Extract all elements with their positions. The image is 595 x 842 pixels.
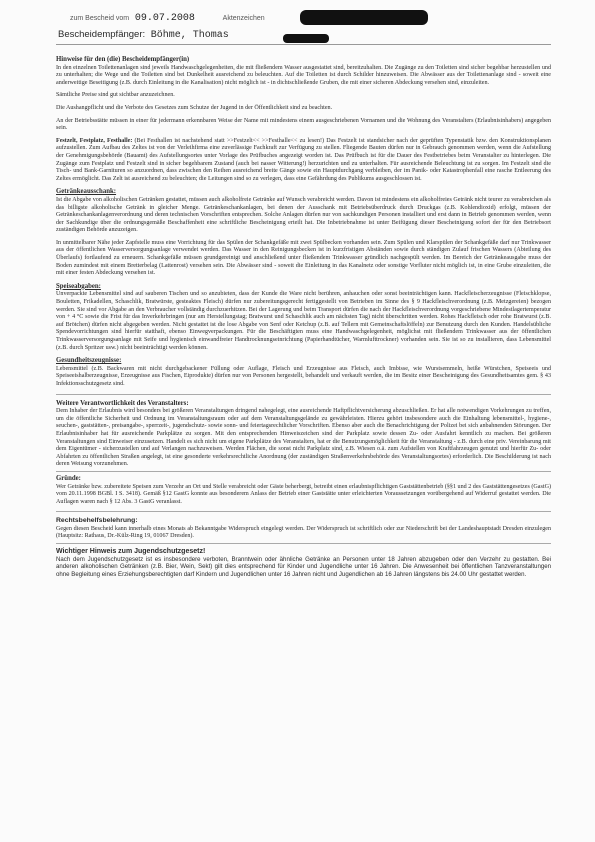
festzelt-section [56,138,551,184]
aktenzeichen-label: Aktenzeichen [222,15,265,22]
document-body [56,53,551,583]
getraenke-paragraph: In unmittelbarer Nähe jeder Zapfstelle muss eine Vorrichtung für das Spülen der Schankgefäße mit zwei Spülbecken vorhanden sein. Zum Spülen und Klarspülen der Schankgefäße darf nur Trinkwasser aus der öffentlichen Wasserversorgungsanlage verwendet werden. Das Wasser in den Reinigungsbecken ist in kurzfristigen Abständen sowie durch ständigen Zulauf frischen Wassers (Abteilung des Überlaufs) fortlaufend zu erneuern. Schankgefäße müssen grundgereinigt und anschließend unter fließendem Trinkwasser gründlich nachgespült werden. Im Bereich der Getränkeausgabe muss der Boden zumindest mit einem Bretterbelag (Lattenrost) versehen sein. Die Abwässer sind - soweit die Einleitung in das Kanalnetz oder sonstige Vorfluter nicht möglich ist, in eine Grube einzuleiten, die mit einer festen Abdeckung versehen ist. [56,239,551,277]
intro-paragraph: Die Aushangpflicht und die Verbote des Gesetzes zum Schutze der Jugend in der Öffentlichkeit sind zu beachten. [56,104,333,111]
recipient-name: Böhme, Thomas [150,30,229,41]
jugendschutz-paragraph: Nach dem Jugendschutzgesetz ist es insbesondere verboten, Branntwein oder ähnliche Getränke an Personen unter 18 Jahren abzugeben oder den Verzehr zu gestatten. Bei anderen alkoholischen Getränken (z.B. Bier, Wein, Sekt) gilt dies entsprechend für Kinder und Jugendliche unter 16 Jahren. Die Anwesenheit bei öffentlichen Tanzveranstaltungen ohne Begleitung eines Erziehungsberechtigten darf Kindern und Jugendlichen unter 16 Jahren nicht und Jugendlichen ab 16 Jahren längstens bis 24.00 Uhr gestattet werden. [56,555,551,578]
recipient-label: Bescheidempfänger: [58,29,146,40]
intro-paragraph: An der Betriebsstätte müssen in einer für jedermann erkennbaren Weise der Name mit mindestens einem ausgeschriebenen Vornamen und die Wohnung des Veranstalters (Erlaubnisinhabers) angegeben sein. [56,117,551,132]
gruende-paragraph: Wer Getränke bzw. zubereitete Speisen zum Verzehr an Ort und Stelle verabreicht oder Gäste beherbergt, betreibt einen erlaubnispflichtigen Gaststättenbetrieb (§§1 und 2 des Gaststättengesetzes (GastG) vom 20.11.1998 BGBl. I S. 3418). Gemäß §12 GastG konnte aus besonderem Anlass der Betrieb einer Gaststätte unter erleichterten Voraussetzungen vorübergehend auf Widerruf gestattet werden. Die Auflagen waren nach § 12 Abs. 3 GastG veranlasst. [56,483,551,505]
getraenke-paragraph: Ist die Abgabe von alkoholischen Getränken gestattet, müssen auch alkoholfreie Getränke auf Wunsch verabreicht werden. Davon ist mindestens ein alkoholfreies Getränk nicht teurer zu verabreichen als das billigste alkoholische Getränk in gleicher Menge. Getränkeschankanlagen, bei denen der Ausschank mit Betriebsüberdruck durch Druckgas (z.B. Kohlendioxid) erfolgt, müssen der Getränkeschankanlagenverordnung und deren technischen Vorschriften entsprechen. Solche Anlagen dürfen nur von sachkundigen Personen installiert und erst dann in Betrieb genommen werden, wenn der Sachkundige über die ordnungsgemäße Beschaffenheit eine schriftliche Bescheinigung erteilt hat. Die Inbetriebnahme ist unter Beifügung dieser Bescheinigung sofort der für den Betriebsort zuständigen Behörde anzuzeigen. [56,196,551,234]
verantwortlichkeit-paragraph: Dem Inhaber der Erlaubnis wird besonders bei größeren Veranstaltungen dringend nahegelegt, eine ausreichende Haftpflichtversicherung abzuschließen. Er hat alle notwendigen Vorkehrungen zu treffen, um die öffentliche Sicherheit und Ordnung im Veranstaltungsraum oder auf dem Veranstaltungsgelände zu gewährleisten. Hierzu gehört insbesondere auch die Einhaltung lebensmittel-, hygiene-, seuchen-, gaststätten-, preisangabe-, sperrzeit-, jugendschutz- sowie sonn- und feiertagsrechtlicher Vorschriften. Ebenso aber auch die Benachrichtigung der Polizei bei sich anbahnenden Störungen. Der Erlaubnisinhaber hat für ausreichende Parkplätze zu sorgen. Mit den entsprechenden Hinweiszeichen sind der Parkplatz sowie dessen Zu- oder Ausfahrt kenntlich zu machen. Bei größeren Veranstaltungen sind Einweiser einzusetzen. Handelt es sich nicht um eigene Parkplätze des Veranstalters, hat er die Benutzungsmöglichkeit für die Veranstaltung - z.B. durch eine priv. Vereinbarung mit dem Eigentümer - sicherzustellen und auf Verlangen nachzuweisen. Werden Flächen, die sonst nicht Parkplatz sind, z.B. Wiesen o.ä. zum Aufstellen von Kraftfahrzeugen genutzt und hierfür Zu- oder Abfahrten zu öffentlichen Straßen angelegt, ist eine gesonderte verkehrsrechtliche Anordnung (der zuständigen Straßenverkehrsbehörde des Veranstaltungsortes) erforderlich. Die Beschilderung ist nach deren Weisung vorzunehmen. [56,408,551,468]
rechtsbehelf-section [56,511,551,544]
rechtsbehelf-title: Rechtsbehelfsbelehrung: [56,517,138,525]
speise-title: Speiseabgaben: [56,282,101,290]
intro-paragraph: In den einzelnen Toilettenanlagen sind jeweils Handwaschgelegenheiten, die mit fließendem Wasser ausgestattet sind, bereitzuhalten. Die Zugänge zu den Toiletten sind sicher begehbar herzustellen und zu unterhalten; die Wege und die Toiletten sind bei Dunkelheit ausreichend zu beleuchten. Auf die Toiletten ist durch Schilder hinzuweisen. Die Abwässer aus der Toilettenanlage sind - soweit eine anderweitige Beseitigung (z.B. durch Einleitung in die Kanalisation) nicht möglich ist - in dichtschließende Gruben, die mit einer sicheren Abdeckung versehen sind, einzuleiten. [56,64,551,86]
bescheid-label: zum Bescheid vom [70,15,130,22]
intro-title: Hinweise für den (die) Bescheidempfänger(in) [56,56,190,63]
redaction-box [283,34,329,43]
verantwortlichkeit-title: Weitere Verantwortlichkeit des Veranstalters: [56,399,189,407]
recipient-line [58,29,229,41]
gruende-title: Gründe: [56,474,81,482]
redaction-box [300,10,428,25]
festzelt-title: Festzelt, Festplatz, Festhalle: [56,137,133,144]
jugendschutz-title: Wichtiger Hinweis zum Jugendschutzgesetz! [56,548,206,556]
verantwortlichkeit-section [56,394,551,472]
getraenke-title: Getränkeausschank: [56,188,117,196]
bescheid-header [70,13,265,24]
gesundheit-paragraph: Lebensmittel (z.B. Backwaren mit nicht durchgebackener Füllung oder Auflage, Fleisch und Erzeugnisse aus Fleisch, auch Imbisse, wie Wurstsemmeln, heiße Würstchen, Speiseeis und Speiseeishalberzeugnisse, Erzeugnisse aus Fischen, Eiprodukte) dürfen nur von Personen hergestellt, behandelt und verkauft werden, die im Besitz einer Bescheinigung des Gesundheitsamtes gem. § 43 Infektionsschutzgesetz sind. [56,365,551,387]
header-divider [56,44,551,45]
intro-paragraph: Sämtliche Preise sind gut sichtbar anzuzeichnen. [56,92,175,99]
bescheid-date: 09.07.2008 [134,13,195,24]
gesundheit-title: Gesundheitszeugnisse: [56,357,122,365]
rechtsbehelf-paragraph: Gegen diesen Bescheid kann innerhalb eines Monats ab Bekanntgabe Widerspruch eingelegt werden. Der Widerspruch ist schriftlich oder zur Niederschrift bei der Landeshauptstadt Dresden einzulegen (Hauptsitz: Rathaus, Dr.-Külz-Ring 19, 01067 Dresden). [56,525,551,540]
festzelt-text: (Bei Festhallen ist nachstehend statt >>Festzelt<< >>Festhalle<< zu lesen!) Das Festzelt ist standsicher nach der geprüften Typenstatik bzw. den Konstruktionsplanen aufzustellen. Zum Aufbau des Zeltes ist von der Verleihfirma eine zuverlässige Fachkraft zur Verfügung zu stellen. Fliegende Bauten dürfen nur in Gebrauch genommen werden, wenn die Aufstellung der Genehmigungsbehörde (Bauamt) des Aufstellungsortes unter Vorlage des Prüfbuches angezeigt worden ist. Das Prüfbuch ist für die Dauer des Festbetriebes beim Veranstalter zu hinterlegen. Die Zugänge zum Festplatz und Festzelt sind in sicher begehbarem Zustand (auch bei nasser Witterung!) herzurichten und zu unterhalten. Für ausreichende Beleuchtung ist zu sorgen. Im Festzelt sind die Tisch- und Bank-Garnituren so anzuordnen, dass zwischen den Reihen ausreichend breite Gänge sowie ein Hauptdurchgang verbleiben, der im Panik- oder Katastrophenfall eine rasche Entleerung des Zeltes ermöglicht. Das Zelt ist ausreichend zu beleuchten; die Leitungen sind so zu verlegen, dass eine Gefährdung des Publikums ausgeschlossen ist. [56,137,551,182]
speise-paragraph: Unverpackte Lebensmittel sind auf sauberen Tischen und so anzubieten, dass der Kunde die Ware nicht berühren, anhauchen oder sonst beeinträchtigen kann. Hackfleischerzeugnisse (Fleischklopse, Bouletten, Frikadellen, Schaschlik, Bratwürste, gesteaktes Fleisch) dürfen nur zubereitungsgerecht fertiggestellt von Betrieben im Sinne des § 9 Hackfleischverordnung (z.B. Metzgereien) bezogen werden. Sie sind vor Abgabe an den Verbraucher vollständig durchzuerhitzen. Bei der Lagerung und beim Transport dürfen die nach der Hackfleischverordnung vorgeschriebene Mindestlagertemperatur von + 4 °C sowie die Frist für das Inverkehrbringen (nur am Herstellungstag; Bratwurst und Schaschlik auch am nächsten Tag) nicht überschritten werden. Rohes Hackfleisch oder rohe Bratwurst (z.B. auf Brötchen) dürfen nicht abgegeben werden. Nicht gestattet ist die lose Abgabe von Senf oder Ketchup (z.B. auf Tellern mit Gemeinschaftslöffeln) zur Benutzung durch den Kunden. Handelsübliche Spendevorrichtungen sind hierfür statthaft, ebenso Einwegverpackungen. Für die Beschäftigten muss eine Handwaschgelegenheit, möglichst mit fließendem Trinkwasser aus der öffentlichen Trinkwasserversorgungsanlage mit Seife und hygienisch einwandfreier Handtrocknungseinrichtung (Papierhandtücher, Warmlufttrockner) vorhanden sein. Sie ist so zu installieren, dass Lebensmittel (z.B. durch Spritzer usw.) nicht beeinträchtigt werden können. [56,291,551,351]
